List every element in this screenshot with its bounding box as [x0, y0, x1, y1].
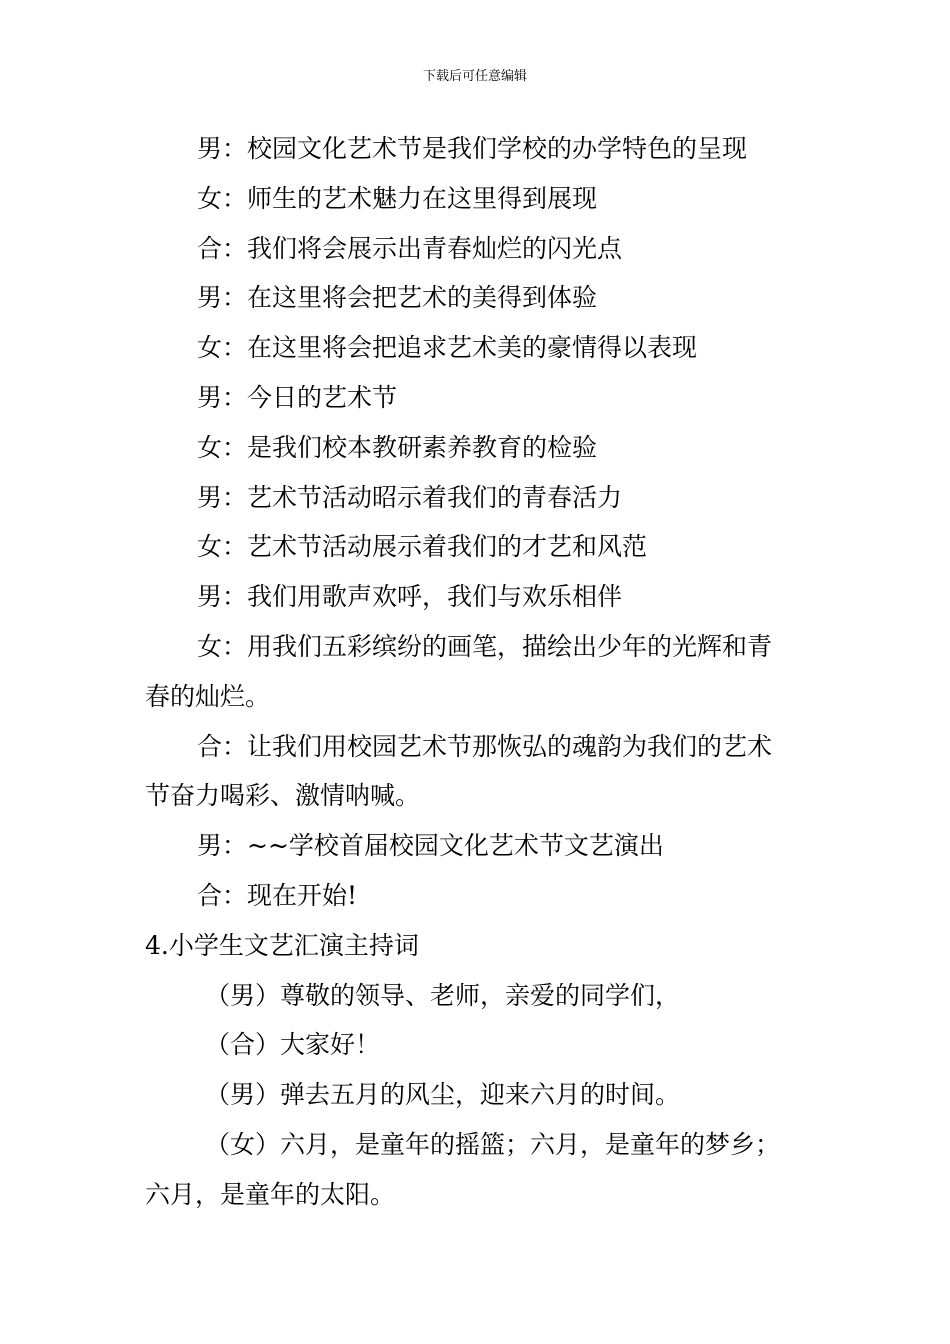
text-line: 女：师生的艺术魅力在这里得到展现: [197, 183, 598, 213]
text-line: 男：今日的艺术节: [197, 382, 398, 412]
text-line: 女：用我们五彩缤纷的画笔，描绘出少年的光辉和青: [197, 631, 773, 661]
text-line: （男）弹去五月的风尘，迎来六月的时间。: [205, 1080, 681, 1110]
text-line: 男：我们用歌声欢呼，我们与欢乐相伴: [197, 582, 623, 612]
text-line: （合）大家好！: [205, 1030, 381, 1060]
text-line: 男：校园文化艺术节是我们学校的办学特色的呈现: [197, 134, 748, 163]
text-line: 男：艺术节活动昭示着我们的青春活力: [197, 482, 623, 512]
text-line: 合：我们将会展示出青春灿烂的闪光点: [197, 233, 623, 263]
text-line: （女）六月，是童年的摇篮；六月，是童年的梦乡；: [205, 1129, 781, 1159]
text-line: 女：是我们校本教研素养教育的检验: [197, 432, 598, 462]
text-line: 六月，是童年的太阳。: [145, 1179, 396, 1209]
section-heading: 4.小学生文艺汇演主持词: [145, 930, 419, 960]
text-line: 节奋力喝彩、激情呐喊。: [145, 781, 421, 811]
text-line: 男：在这里将会把艺术的美得到体验: [197, 283, 598, 313]
text-line: 男：~~学校首届校园文化艺术节文艺演出: [197, 831, 664, 861]
text-line: 女：艺术节活动展示着我们的才艺和风范: [197, 532, 648, 562]
page-header: 下载后可任意编辑: [422, 69, 527, 84]
text-line: 女：在这里将会把追求艺术美的豪情得以表现: [197, 333, 698, 363]
text-line: 春的灿烂。: [145, 681, 271, 711]
text-line: 合：让我们用校园艺术节那恢弘的魂韵为我们的艺术: [197, 731, 773, 761]
text-line: （男）尊敬的领导、老师，亲爱的同学们，: [205, 980, 681, 1010]
document-body: [145, 128, 810, 1224]
text-line: 合：现在开始!: [197, 880, 358, 910]
